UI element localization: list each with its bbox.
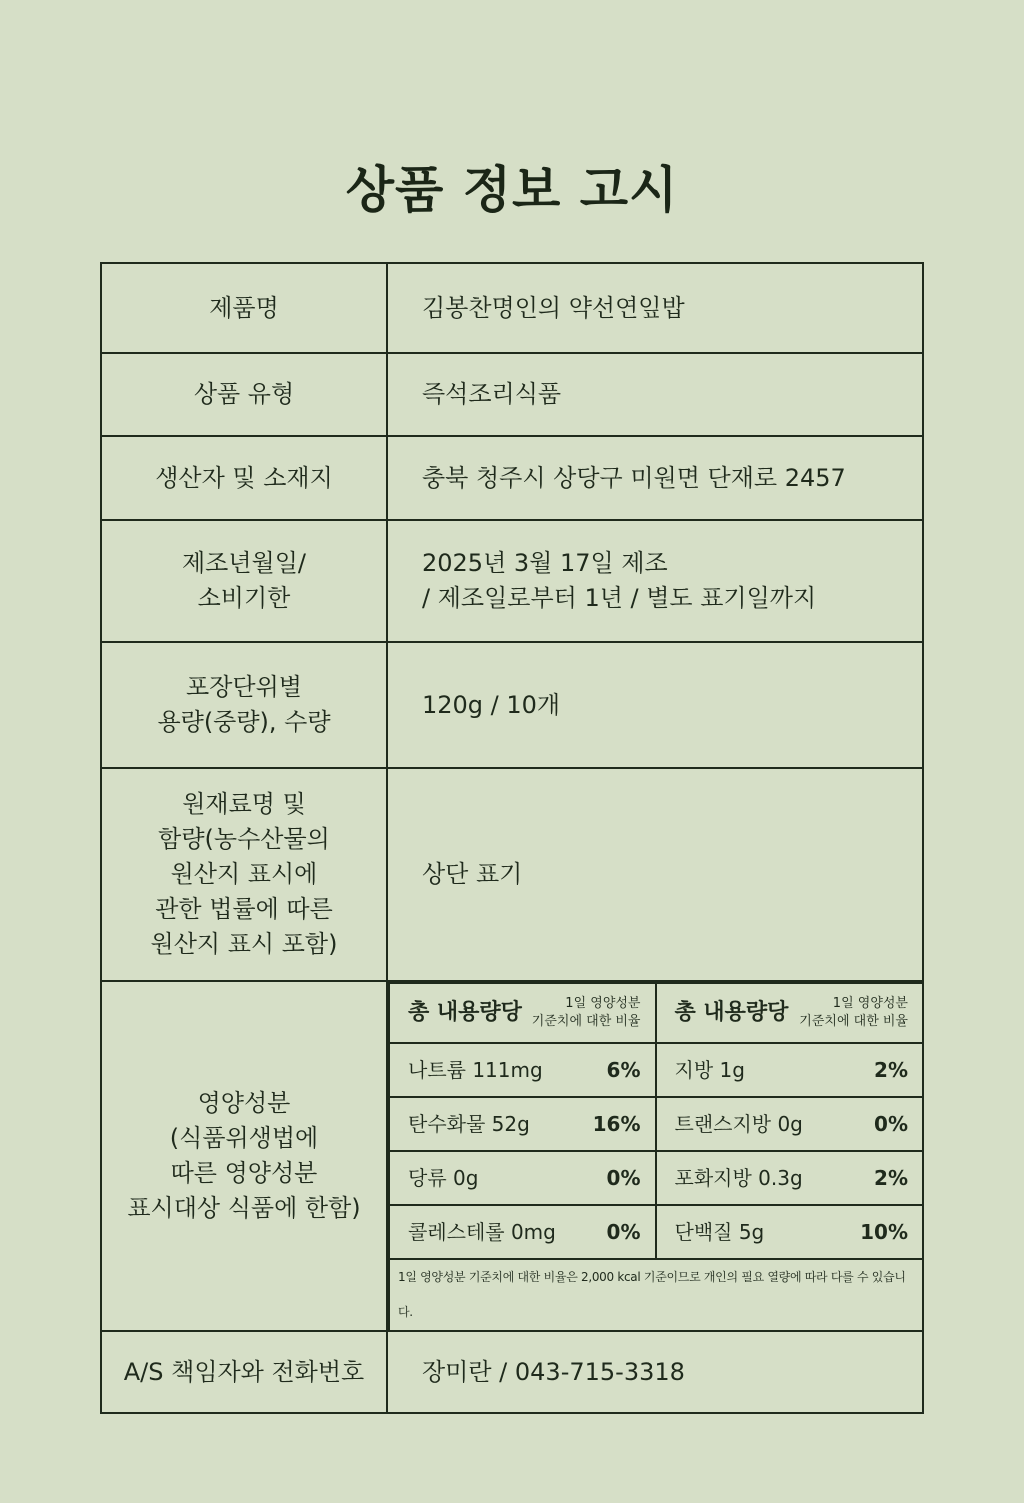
- nutrition-item: [389, 1097, 656, 1151]
- nutrition-panel: [387, 981, 923, 1331]
- table-row: [101, 642, 923, 768]
- product-info-table: [100, 262, 924, 1414]
- row-label-line: 따른 영양성분: [170, 1159, 318, 1187]
- nutrient-percent: 6%: [606, 1057, 641, 1082]
- nutrition-header-note-line: 1일 영양성분: [565, 996, 641, 1011]
- row-value: [387, 520, 923, 642]
- row-label: 상품 유형: [101, 353, 387, 436]
- nutrient-percent: 0%: [606, 1165, 641, 1190]
- row-label: [101, 642, 387, 768]
- table-row: [101, 520, 923, 642]
- row-label-line: 함량(농수산물의: [158, 825, 330, 853]
- nutrient-percent: 2%: [874, 1057, 908, 1082]
- row-label-line: 영양성분: [197, 1089, 291, 1117]
- nutrition-item: [389, 1151, 656, 1205]
- nutrient-percent: 2%: [874, 1165, 908, 1190]
- row-label: [101, 768, 387, 981]
- nutrition-header-note-line: 기준치에 대한 비율: [799, 1014, 908, 1029]
- nutrient-name: 당류 0g: [408, 1165, 479, 1190]
- nutrition-item-row: [389, 1043, 922, 1097]
- nutrient-name: 트랜스지방 0g: [674, 1111, 803, 1136]
- nutrition-item-row: [389, 1151, 922, 1205]
- nutrition-item: [656, 1151, 923, 1205]
- row-value: 120g / 10개: [387, 642, 923, 768]
- nutrition-header-note: [532, 995, 641, 1031]
- nutrition-item: [389, 1205, 656, 1259]
- nutrition-row: [101, 981, 923, 1331]
- nutrient-name: 단백질 5g: [674, 1219, 765, 1244]
- row-value: 상단 표기: [387, 768, 923, 981]
- nutrient-name: 콜레스테롤 0mg: [408, 1219, 556, 1244]
- table-row: [101, 768, 923, 981]
- nutrient-name: 탄수화물 52g: [408, 1111, 530, 1136]
- row-label: A/S 책임자와 전화번호: [101, 1331, 387, 1413]
- nutrition-note-row: [389, 1259, 922, 1330]
- table-row: [101, 1331, 923, 1413]
- nutrition-item: [656, 1043, 923, 1097]
- row-value: 충북 청주시 상당구 미원면 단재로 2457: [387, 436, 923, 520]
- row-label-line: 원산지 표시에: [170, 860, 318, 888]
- row-label-line: 표시대상 식품에 한함): [127, 1194, 361, 1222]
- row-value-line: / 제조일로부터 1년 / 별도 표기일까지: [422, 584, 817, 612]
- row-label-line: 용량(중량), 수량: [157, 708, 331, 736]
- row-label-line: 원산지 표시 포함): [150, 930, 338, 958]
- row-label: 제품명: [101, 263, 387, 353]
- nutrient-name: 나트륨 111mg: [408, 1057, 543, 1082]
- row-label: [101, 520, 387, 642]
- nutrition-table: [388, 982, 922, 1330]
- row-value: 장미란 / 043-715-3318: [387, 1331, 923, 1413]
- nutrition-label: [101, 981, 387, 1331]
- nutrient-percent: 10%: [860, 1219, 908, 1244]
- page-title: 상품 정보 고시: [345, 161, 679, 219]
- nutrition-item: [656, 1205, 923, 1259]
- nutrient-name: 지방 1g: [674, 1057, 745, 1082]
- row-value-line: 2025년 3월 17일 제조: [422, 549, 668, 577]
- nutrition-header-title: 총 내용량당: [674, 1000, 789, 1025]
- nutrient-percent: 0%: [606, 1219, 641, 1244]
- nutrition-item-row: [389, 1205, 922, 1259]
- row-value: 김봉찬명인의 약선연잎밥: [387, 263, 923, 353]
- table-row: [101, 263, 923, 353]
- row-label-line: 제조년월일/: [181, 549, 306, 577]
- nutrition-header-note-line: 1일 영양성분: [832, 996, 908, 1011]
- nutrient-name: 포화지방 0.3g: [674, 1165, 803, 1190]
- nutrient-percent: 0%: [874, 1111, 908, 1136]
- row-label-line: 포장단위별: [186, 673, 302, 701]
- nutrition-header-note: [799, 995, 908, 1031]
- table-row: [101, 436, 923, 520]
- row-label-line: 소비기한: [197, 584, 291, 612]
- nutrition-item-row: [389, 1097, 922, 1151]
- nutrition-header: [656, 983, 923, 1043]
- row-label: 생산자 및 소재지: [101, 436, 387, 520]
- table-row: [101, 353, 923, 436]
- nutrition-header-row: [389, 983, 922, 1043]
- row-value: 즉석조리식품: [387, 353, 923, 436]
- row-label-line: (식품위생법에: [169, 1124, 319, 1152]
- nutrition-item: [656, 1097, 923, 1151]
- row-label-line: 원재료명 및: [182, 790, 306, 818]
- nutrition-header: [389, 983, 656, 1043]
- nutrient-percent: 16%: [592, 1111, 641, 1136]
- nutrition-header-note-line: 기준치에 대한 비율: [531, 1014, 641, 1029]
- row-label-line: 관한 법률에 따른: [155, 895, 333, 923]
- nutrition-header-title: 총 내용량당: [408, 1000, 522, 1025]
- nutrition-item: [389, 1043, 656, 1097]
- nutrition-footnote: 1일 영양성분 기준치에 대한 비율은 2,000 kcal 기준이므로 개인의 필요 열량에 따라 다를 수 있습니다.: [389, 1259, 922, 1330]
